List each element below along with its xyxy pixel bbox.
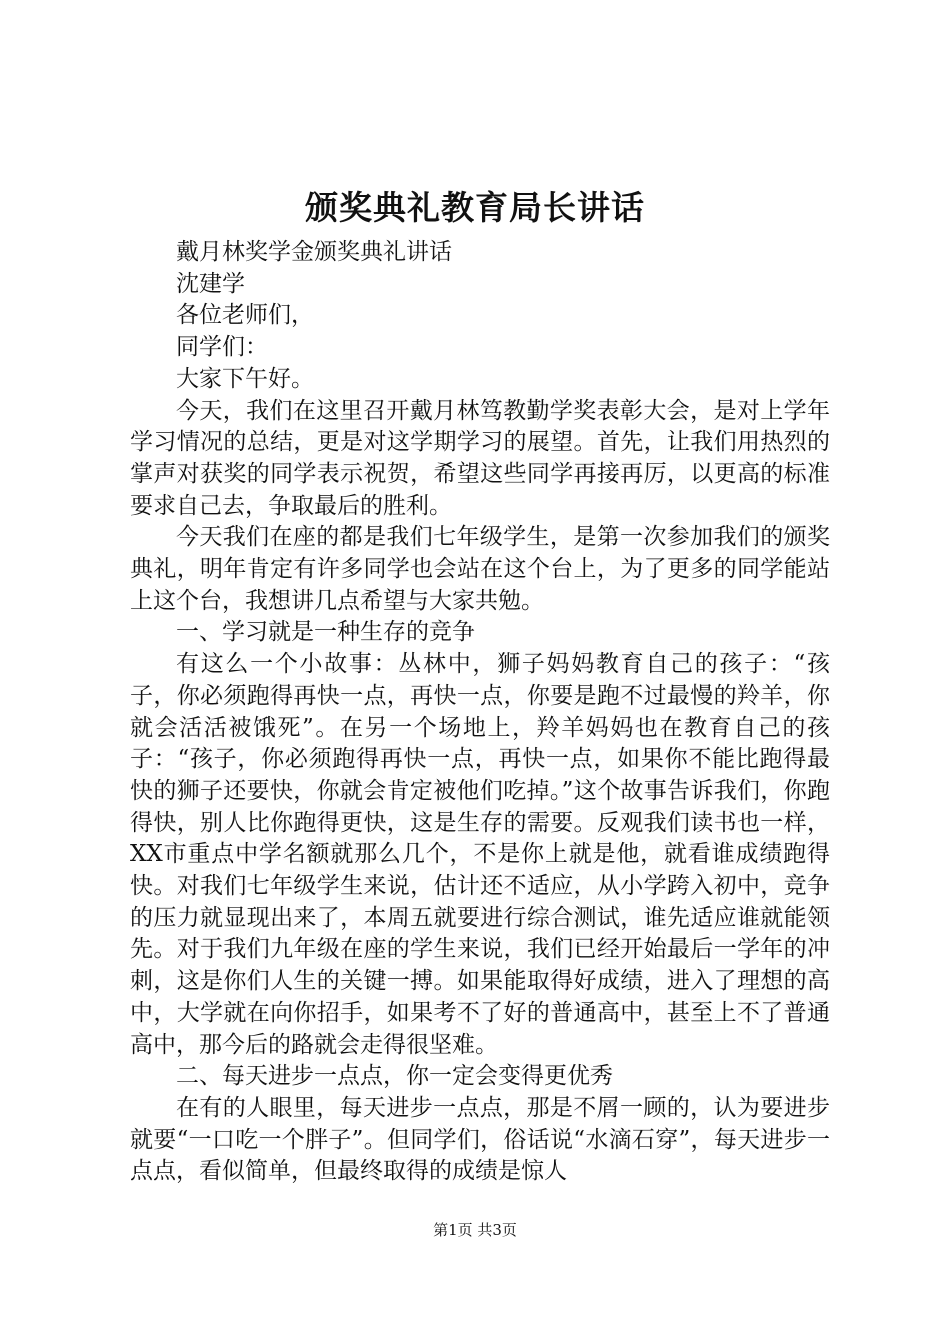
section-heading-one: 一、学习就是一种生存的竞争 <box>176 619 475 646</box>
section-heading-two: 二、每天进步一点点，你一定会变得更优秀 <box>176 1063 613 1090</box>
body-paragraph-story: 有这么一个小故事：丛林中，狮子妈妈教育自己的孩子：“孩子，你必须跑得再快一点，再快一点，你要是跑不过最慢的羚羊，你就会活活被饿死”。在另一个场地上，羚羊妈妈也在教育自己的孩子：“孩子，你必须跑得再快一点，再快一点，如果你不能比跑得最快的狮子还要快，你就会肯定被他们吃掉。”这个故事告诉我们，你跑得快，别人比你跑得更快，这是生存的需要。反观我们读书也一样，XX市重点中学名额就那么几个，不是你上就是他，就看谁成绩跑得快。对我们七年级学生来说，估计还不适应，从小学跨入初中，竞争的压力就显现出来了，本周五就要进行综合测试，谁先适应谁就能领先。对于我们九年级在座的学生来说，我们已经开始最后一学年的冲刺，这是你们人生的关键一搏。如果能取得好成绩，进入了理想的高中，大学就在向你招手，如果考不了好的普通高中，甚至上不了普通高中，那今后的路就会走得很坚难。 <box>130 651 830 1058</box>
salutation-students: 同学们： <box>176 334 268 361</box>
salutation-teachers: 各位老师们， <box>176 302 314 329</box>
body-paragraph-progress: 在有的人眼里，每天进步一点点，那是不屑一顾的，认为要进步就要“一口吃一个胖子”。但同学们，俗话说“水滴石穿”，每天进步一点点，看似简单，但最终取得的成绩是惊人 <box>130 1094 830 1185</box>
speaker-name: 沈建学 <box>176 270 245 297</box>
body-paragraph-grade-seven: 今天我们在座的都是我们七年级学生，是第一次参加我们的颁奖典礼，明年肯定有许多同学也会站在这个台上，为了更多的同学能站上这个台，我想讲几点希望与大家共勉。 <box>130 524 830 614</box>
document-body <box>130 237 830 1188</box>
subtitle-paragraph: 戴月林奖学金颁奖典礼讲话 <box>176 239 452 265</box>
document-title: 颁奖典礼教育局长讲话 <box>305 188 645 227</box>
page-footer: 第1页 共3页 <box>433 1221 517 1239</box>
body-paragraph-opening: 今天，我们在这里召开戴月林笃教勤学奖表彰大会，是对上学年学习情况的总结，更是对这学期学习的展望。首先，让我们用热烈的掌声对获奖的同学表示祝贺，希望这些同学再接再厉，以更高的标准要求自己去，争取最后的胜利。 <box>130 397 830 519</box>
greeting-paragraph: 大家下午好。 <box>176 365 314 392</box>
